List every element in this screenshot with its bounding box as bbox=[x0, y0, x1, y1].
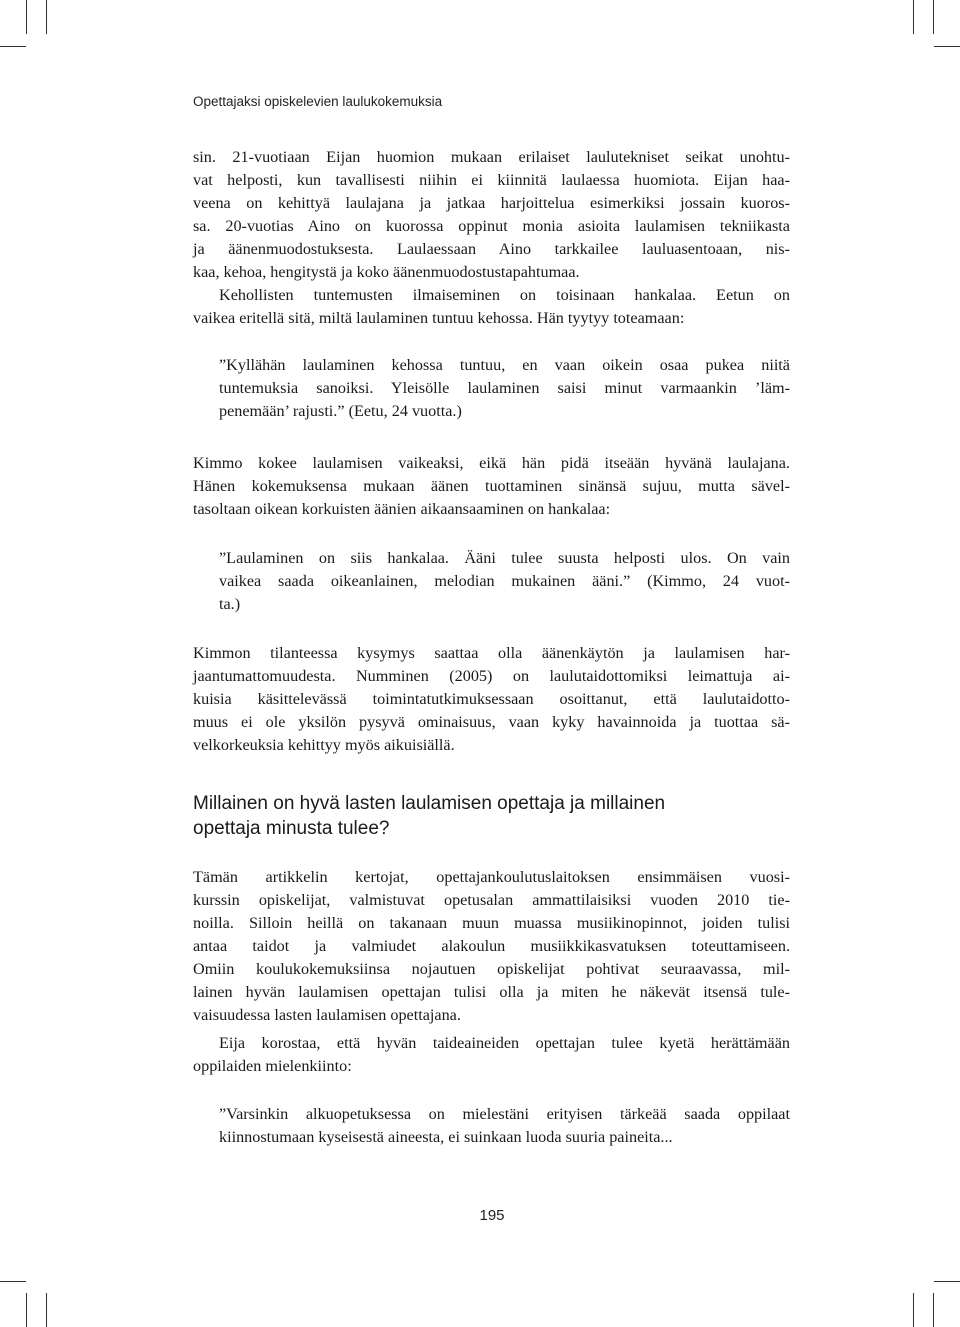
block-quote bbox=[219, 1103, 790, 1149]
text-line: muus ei ole yksilön pysyvä ominaisuus, vaan kyky havainnoida ja tuottaa sä- bbox=[193, 713, 790, 731]
text-line: kurssin opiskelijat, valmistuvat opetusalan ammattilaisiksi vuoden 2010 tie- bbox=[193, 891, 790, 909]
text-line: sin. 21-vuotiaan Eijan huomion mukaan erilaiset laulutekniset seikat unohtu- bbox=[193, 148, 790, 166]
crop-mark-top-left-vertical bbox=[26, 0, 27, 34]
text-line: ta.) bbox=[219, 595, 241, 613]
text-line: kaa, kehoa, hengitystä ja koko äänenmuodostustapahtumaa. bbox=[193, 263, 580, 281]
crop-mark-top-left-vertical-2 bbox=[46, 0, 47, 34]
paragraph bbox=[193, 284, 790, 330]
text-line: tuntemuksia sanoiksi. Yleisölle laulaminen saisi minut varmaankin ’läm- bbox=[219, 379, 790, 397]
crop-mark-bottom-left-vertical bbox=[26, 1293, 27, 1327]
paragraph bbox=[193, 866, 790, 1027]
crop-mark-top-right-vertical-2 bbox=[933, 0, 934, 34]
text-line: ja äänenmuodostuksesta. Laulaessaan Aino tarkkailee lauluasentoaan, nis- bbox=[193, 240, 790, 258]
page-number: 195 bbox=[479, 1207, 505, 1224]
text-line: Kimmo kokee laulamisen vaikeaksi, eikä hän pidä itseään hyvänä laulajana. bbox=[193, 454, 790, 472]
paragraph bbox=[193, 1032, 790, 1078]
text-line: Omiin koulukokemuksiinsa nojautuen opiskelijat pohtivat seuraavassa, mil- bbox=[193, 960, 790, 978]
crop-mark-bottom-right-vertical-2 bbox=[933, 1293, 934, 1327]
text-line: antaa taidot ja valmiudet alakoulun musiikkikasvatuksen toteuttamiseen. bbox=[193, 937, 790, 955]
text-line: kuisia käsittelevässä toimintatutkimuksessaan osoittanut, että laulutaidotto- bbox=[193, 690, 790, 708]
text-line: tasoltaan oikean korkuisten äänien aikaansaaminen on hankalaa: bbox=[193, 500, 611, 518]
crop-mark-top-left-horizontal bbox=[0, 46, 26, 47]
crop-mark-bottom-right-vertical bbox=[913, 1293, 914, 1327]
text-line: sa. 20-vuotias Aino on kuorossa oppinut monia asioita laulamisen tekniikasta bbox=[193, 217, 790, 235]
text-line: Tämän artikkelin kertojat, opettajankoulutuslaitoksen ensimmäisen vuosi- bbox=[193, 868, 790, 886]
paragraph bbox=[193, 146, 790, 284]
text-line: velkorkeuksia kehittyy myös aikuisiällä. bbox=[193, 736, 455, 754]
crop-mark-top-right-horizontal bbox=[934, 46, 960, 47]
crop-mark-bottom-left-horizontal bbox=[0, 1281, 26, 1282]
text-line: noilla. Silloin heillä on takanaan muun muassa musiikinopinnot, joiden tulisi bbox=[193, 914, 790, 932]
heading-line: opettaja minusta tulee? bbox=[193, 818, 390, 839]
crop-mark-bottom-right-horizontal bbox=[934, 1281, 960, 1282]
text-line: vaisuudessa lasten laulamisen opettajana. bbox=[193, 1006, 461, 1024]
heading-line: Millainen on hyvä lasten laulamisen opettaja ja millainen bbox=[193, 793, 666, 814]
crop-mark-top-right-vertical bbox=[913, 0, 914, 34]
text-line: vaikea eritellä sitä, miltä laulaminen tuntuu kehossa. Hän tyytyy toteamaan: bbox=[193, 309, 685, 327]
text-line: veena on kehittyä laulajana ja jatkaa harjoittelua esimerkiksi jossain kuoros- bbox=[193, 194, 790, 212]
text-line: oppilaiden mielenkiinto: bbox=[193, 1057, 352, 1075]
paragraph bbox=[193, 452, 790, 521]
block-quote bbox=[219, 547, 790, 616]
text-line: Kimmon tilanteessa kysymys saattaa olla äänenkäytön ja laulamisen har- bbox=[193, 644, 790, 662]
text-line: lainen hyvän laulamisen opettajan tulisi olla ja miten he näkevät itsensä tule- bbox=[193, 983, 790, 1001]
block-quote bbox=[219, 354, 790, 423]
text-line: kiinnostumaan kyseisestä aineesta, ei suinkaan luoda suuria paineita... bbox=[219, 1128, 673, 1146]
text-line: vat helposti, kun tavallisesti niihin ei kiinnitä laulaessa huomiota. Eijan haa- bbox=[193, 171, 790, 189]
text-line: Kehollisten tuntemusten ilmaiseminen on toisinaan hankalaa. Eetun on bbox=[219, 286, 790, 304]
text-line: ”Kyllähän laulaminen kehossa tuntuu, en vaan oikein osaa pukea niitä bbox=[219, 356, 790, 374]
paragraph bbox=[193, 642, 790, 757]
text-line: jaantumattomuudesta. Numminen (2005) on laulutaidottomiksi leimattuja ai- bbox=[193, 667, 790, 685]
text-line: Hänen kokemuksensa mukaan äänen tuottaminen sinänsä sujuu, mutta sävel- bbox=[193, 477, 790, 495]
running-head: Opettajaksi opiskelevien laulukokemuksia bbox=[193, 94, 443, 109]
text-line: vaikea saada oikeanlainen, melodian mukainen ääni.” (Kimmo, 24 vuot- bbox=[219, 572, 790, 590]
text-line: Eija korostaa, että hyvän taideaineiden opettajan tulee kyetä herättämään bbox=[219, 1034, 790, 1052]
text-line: ”Laulaminen on siis hankalaa. Ääni tulee suusta helposti ulos. On vain bbox=[219, 549, 790, 567]
crop-mark-bottom-left-vertical-2 bbox=[46, 1293, 47, 1327]
text-line: penemään’ rajusti.” (Eetu, 24 vuotta.) bbox=[219, 402, 462, 420]
text-line: ”Varsinkin alkuopetuksessa on mielestäni erityisen tärkeää saada oppilaat bbox=[219, 1105, 790, 1123]
section-heading bbox=[193, 791, 813, 841]
